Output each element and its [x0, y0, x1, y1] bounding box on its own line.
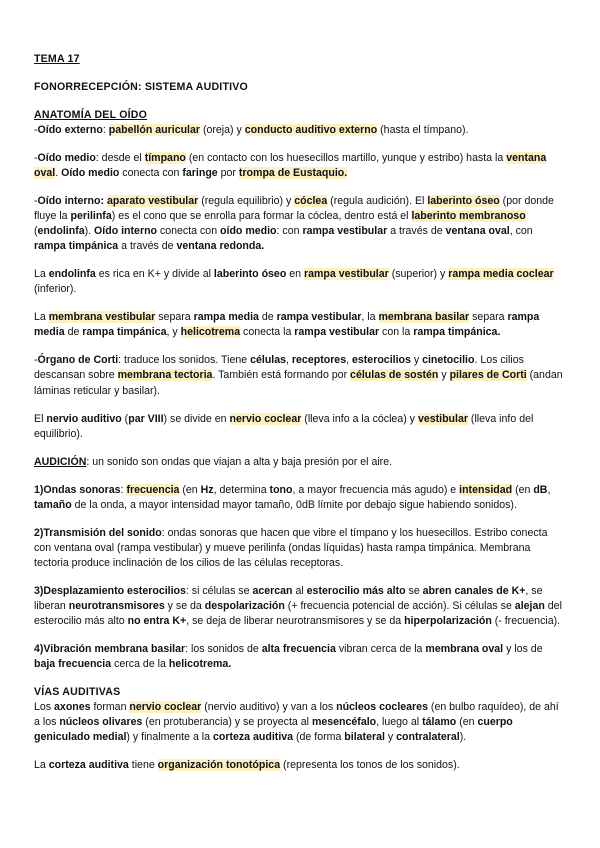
bold-term: Oído interno: — [37, 195, 105, 208]
text-run: de — [258, 311, 277, 324]
text-run: (regula equilibrio) y — [198, 195, 295, 208]
bold-term: rampa timpánica — [34, 240, 119, 253]
text-run: , se liberan — [34, 584, 543, 612]
bold-term: ventana oval — [445, 225, 510, 238]
highlighted-term: nervio coclear — [129, 700, 202, 713]
text-run: El — [34, 412, 47, 425]
text-run: con la — [379, 326, 414, 339]
text-run: (superior) y — [388, 268, 449, 281]
text-run: , se deja de liberar neurotransmisores y se da — [186, 614, 405, 627]
text-run: La — [34, 759, 49, 772]
text-run: de la onda, a mayor intensidad mayor tamaño, 0dB límite por debajo sigue habiendo sonidos). — [71, 498, 517, 511]
section-heading-anatomia: ANATOMÍA DEL OÍDO — [34, 109, 148, 122]
bold-term: rampa media — [193, 311, 259, 324]
highlighted-term: laberinto óseo — [427, 195, 500, 208]
bold-term: tamaño — [34, 498, 72, 511]
text-run: conecta con — [119, 167, 183, 180]
highlighted-term: tímpano — [144, 152, 186, 165]
text-run: , — [547, 483, 551, 496]
text-run: Los — [34, 700, 55, 713]
bold-term: alejan — [514, 599, 545, 612]
highlighted-term: aparato vestibular — [106, 195, 199, 208]
text-run: : con — [276, 225, 303, 238]
section-heading-vias-auditivas: VÍAS AUDITIVAS — [34, 685, 121, 698]
text-run: se — [405, 584, 423, 597]
paragraph-corteza-auditiva — [34, 758, 564, 773]
bold-term: Oído medio — [37, 152, 96, 165]
document-title: TEMA 17 — [34, 53, 80, 65]
text-run: (nervio auditivo) y van a los — [201, 700, 337, 713]
text-run: del esterocilio más alto — [34, 599, 562, 627]
paragraph-oido-medio — [34, 151, 564, 181]
bold-term: abren canales de K+ — [422, 584, 526, 597]
text-run: La — [34, 268, 49, 281]
highlighted-term: trompa de Eustaquio. — [238, 167, 348, 180]
paragraph-vibracion-membrana — [34, 642, 564, 672]
highlighted-term: conducto auditivo externo — [244, 124, 378, 137]
bold-term: 3)Desplazamiento esterocilios — [34, 584, 186, 597]
paragraph-ondas-sonoras — [34, 483, 564, 513]
bold-term: receptores — [291, 354, 347, 367]
text-run: , con — [509, 225, 533, 238]
bold-term: 2)Transmisión del sonido — [34, 526, 162, 539]
bold-term: Oído interno — [94, 225, 158, 238]
highlighted-term: membrana tectoria — [117, 369, 213, 382]
text-run: vibran cerca de la — [335, 642, 426, 655]
bold-term: nervio auditivo — [46, 412, 122, 425]
text-run: ) se divide en — [163, 412, 230, 425]
text-run: separa — [469, 311, 508, 324]
text-run: , — [346, 354, 352, 367]
text-run: (en — [179, 483, 201, 496]
text-run: y se da — [164, 599, 205, 612]
highlighted-term: pabellón auricular — [108, 124, 201, 137]
text-run: ) y finalmente a la — [126, 731, 213, 744]
text-run: (oreja) y — [200, 124, 245, 137]
bold-term: laberinto óseo — [213, 268, 287, 281]
text-run: . También está formando por — [212, 369, 351, 382]
highlighted-term: ventana oval — [34, 152, 547, 180]
bold-term: células — [250, 354, 287, 367]
bold-term: esterocilio más alto — [306, 584, 406, 597]
highlighted-term: cóclea — [294, 195, 328, 208]
text-run: ). — [459, 731, 467, 744]
text-run: ( — [34, 225, 38, 238]
text-run: (en protuberancia) y se proyecta al — [142, 716, 312, 728]
bold-term: núcleos olivares — [59, 716, 143, 728]
bold-term: no entra K+ — [127, 614, 187, 627]
bold-term: rampa media — [34, 311, 540, 339]
text-run: La — [34, 311, 49, 324]
text-run: : si células se — [185, 584, 253, 597]
text-run: (representa los tonos de los sonidos). — [280, 759, 460, 772]
bold-term: alta frecuencia — [261, 642, 336, 655]
text-run: y los de — [503, 642, 543, 655]
highlighted-term: intensidad — [459, 483, 513, 496]
text-run: , la — [361, 311, 379, 324]
bold-term: oído medio — [220, 225, 277, 238]
text-run: al — [292, 584, 307, 597]
text-run: : los sonidos de — [185, 642, 262, 655]
text-run: en — [286, 268, 304, 281]
bold-term: baja frecuencia — [34, 657, 112, 670]
text-run: (lleva info del equilibrio). — [34, 412, 534, 440]
text-run: - — [34, 354, 38, 367]
bold-term: faringe — [182, 167, 218, 180]
bold-term: corteza auditiva — [48, 759, 129, 772]
text-run: : — [102, 124, 109, 137]
bold-term: Oído medio — [61, 167, 120, 180]
text-run: - — [34, 195, 38, 208]
paragraph-desplazamiento-esterocilios — [34, 584, 564, 629]
text-run: conecta la — [240, 326, 295, 339]
text-run: tiene — [128, 759, 158, 772]
bold-term: acercan — [252, 584, 293, 597]
bold-term: rampa vestibular — [302, 225, 388, 238]
document-content — [34, 52, 564, 773]
text-run: (en contacto con los huesecillos martillo, yunque y estribo) hasta la — [185, 152, 507, 165]
text-run: (andan láminas reticular y basilar). — [34, 369, 563, 397]
text-run: por — [217, 167, 239, 180]
bold-term: Hz — [200, 483, 214, 496]
bold-term: cuerpo geniculado medial — [34, 716, 513, 744]
text-run: forman — [90, 700, 130, 713]
text-run: : traduce los sonidos. Tiene — [118, 354, 251, 367]
bold-term: despolarización — [204, 599, 285, 612]
bold-term: 1)Ondas sonoras — [34, 483, 121, 496]
highlighted-term: laberinto membranoso — [411, 210, 526, 223]
bold-term: endolinfa — [48, 268, 96, 281]
text-run: - — [34, 124, 38, 137]
text-run: separa — [155, 311, 194, 324]
highlighted-term: vestibular — [417, 412, 468, 425]
highlighted-term: frecuencia — [126, 483, 180, 496]
text-run: , determina — [213, 483, 270, 496]
bold-term: rampa timpánica — [82, 326, 167, 339]
text-run: (inferior). — [34, 283, 77, 296]
text-run: cerca de la — [111, 657, 169, 670]
text-run: ). — [84, 225, 95, 238]
paragraph-nervio-auditivo — [34, 412, 564, 442]
text-run: (de forma — [293, 731, 345, 744]
section-heading-audicion: AUDICIÓN — [34, 455, 87, 468]
text-run: , luego al — [376, 716, 423, 728]
paragraph-organo-corti — [34, 353, 564, 398]
text-run: , a mayor frecuencia más agudo) e — [292, 483, 460, 496]
bold-term: neurotransmisores — [68, 599, 165, 612]
bold-term: axones — [54, 700, 91, 713]
highlighted-term: pilares de Corti — [449, 369, 527, 382]
bold-term: rampa vestibular — [276, 311, 362, 324]
bold-term: helicotrema. — [168, 657, 232, 670]
text-run: (regula audición). El — [327, 195, 428, 208]
highlighted-term: nervio coclear — [229, 412, 302, 425]
text-run: . — [55, 167, 62, 180]
text-run: , — [286, 354, 292, 367]
text-run: (en bulbo raquídeo), de ahí a los — [34, 700, 559, 728]
bold-term: membrana oval — [425, 642, 504, 655]
text-run: a través de — [387, 225, 446, 238]
text-run: : — [120, 483, 127, 496]
highlighted-term: rampa vestibular — [303, 268, 389, 281]
text-run: a través de — [118, 240, 177, 253]
paragraph-oido-externo — [34, 123, 564, 138]
bold-term: rampa timpánica. — [413, 326, 501, 339]
bold-term: tálamo — [422, 716, 457, 728]
paragraph-vias-auditivas — [34, 700, 564, 745]
text-run: y — [384, 731, 397, 744]
document-subtitle: FONORRECEPCIÓN: SISTEMA AUDITIVO — [34, 81, 248, 94]
text-run: ( — [121, 412, 129, 425]
text-run: (lleva info a la cóclea) y — [301, 412, 418, 425]
text-run: es rica en K+ y divide al — [95, 268, 214, 281]
text-run: (+ frecuencia potencial de acción). Si células se — [284, 599, 515, 612]
paragraph-membranas — [34, 310, 564, 340]
text-run: . Los cilios descansan sobre — [34, 354, 524, 382]
paragraph-endolinfa — [34, 267, 564, 297]
text-run: , y — [166, 326, 181, 339]
bold-term: corteza auditiva — [212, 731, 294, 744]
bold-term: mesencéfalo — [311, 716, 377, 728]
text-run: (por donde fluye la — [34, 195, 554, 223]
bold-term: tono — [269, 483, 293, 496]
text-run: de — [64, 326, 83, 339]
text-run: - — [34, 152, 38, 165]
paragraph-transmision-sonido — [34, 526, 564, 571]
bold-term: 4)Vibración membrana basilar — [34, 642, 186, 655]
highlighted-term: organización tonotópica — [157, 759, 281, 772]
bold-term: núcleos cocleares — [336, 700, 428, 713]
text-run: (en — [456, 716, 478, 728]
bold-term: hiperpolarización — [404, 614, 492, 627]
text-run: ) es el cono que se enrolla para formar la cóclea, dentro está el — [111, 210, 412, 223]
text-run: (- frecuencia). — [491, 614, 561, 627]
highlighted-term: helicotrema — [180, 326, 241, 339]
audicion-text: : un sonido son ondas que viajan a alta y baja presión por el aire. — [86, 455, 393, 468]
text-run: conecta con — [157, 225, 221, 238]
bold-term: dB — [533, 483, 548, 496]
bold-term: rampa vestibular — [294, 326, 380, 339]
highlighted-term: membrana vestibular — [48, 311, 156, 324]
paragraph-audicion — [34, 455, 564, 470]
bold-term: Oído externo — [37, 124, 103, 137]
bold-term: ventana redonda. — [176, 240, 265, 253]
paragraph-oido-interno — [34, 194, 564, 254]
bold-term: esterocilios — [352, 354, 411, 367]
bold-term: perilinfa — [70, 210, 112, 223]
text-run: (en — [512, 483, 534, 496]
bold-term: endolinfa — [37, 225, 85, 238]
highlighted-term: células de sostén — [350, 369, 439, 382]
bold-term: bilateral — [344, 731, 385, 744]
text-run: y — [438, 369, 450, 382]
text-run: : desde el — [95, 152, 145, 165]
highlighted-term: membrana basilar — [378, 311, 470, 324]
bold-term: cinetocilio — [422, 354, 475, 367]
highlighted-term: rampa media coclear — [448, 268, 554, 281]
bold-term: contralateral — [396, 731, 460, 744]
text-run: (hasta el tímpano). — [377, 124, 469, 137]
bold-term: par VIII — [128, 412, 164, 425]
text-run: : ondas sonoras que hacen que vibre el tímpano y los huesecillos. Estribo conecta con ventana oval (rampa vestibular) y mueve perilinfa (ondas líquidas) hasta rampa timpánica. Membrana tectoria produce inclinación de los cilios de las células receptoras. — [34, 526, 548, 569]
bold-term: Órgano de Corti — [37, 354, 119, 367]
text-run: y — [410, 354, 423, 367]
